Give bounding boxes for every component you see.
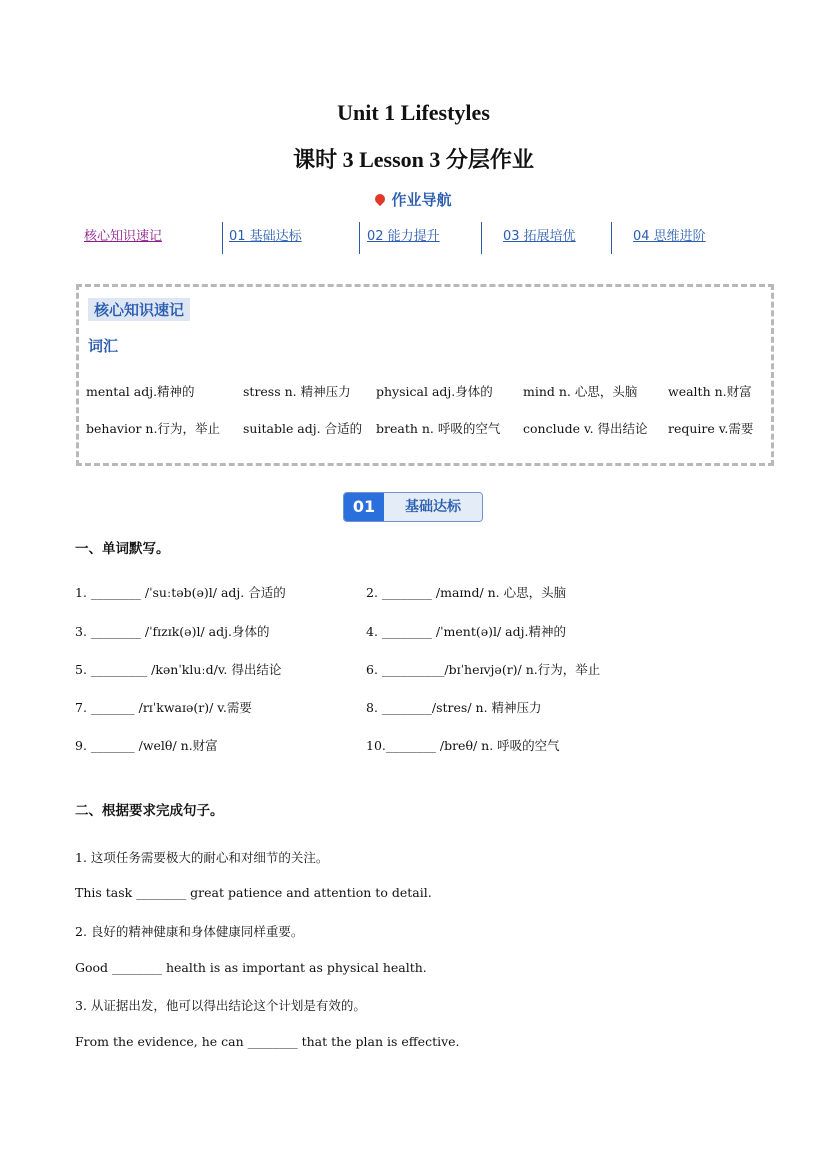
sentence-answer: This task ________ great patience and attention to detail. [75, 885, 432, 900]
nav-heading [0, 189, 827, 210]
dictation-item: 5. _________ /kənˈkluːd/v. 得出结论 [75, 662, 282, 677]
nav-link-01[interactable]: 01 基础达标 [229, 229, 302, 244]
part2-title: 二、根据要求完成句子。 [75, 803, 224, 819]
nav-bar [72, 222, 752, 254]
vocab-item: wealth n.财富 [668, 384, 752, 399]
nav-link-03[interactable]: 03 拓展培优 [503, 229, 576, 244]
badge-label: 基础达标 [384, 493, 482, 521]
vocab-item: breath n. 呼吸的空气 [376, 421, 501, 436]
vocab-item: behavior n.行为，举止 [86, 421, 220, 436]
core-knowledge-heading: 核心知识速记 [88, 298, 190, 321]
nav-link-core[interactable]: 核心知识速记 [84, 229, 163, 244]
nav-heading-label: 作业导航 [391, 191, 452, 209]
vocab-item: stress n. 精神压力 [243, 384, 351, 399]
vocab-item: mental adj.精神的 [86, 384, 195, 399]
sentence-prompt: 3. 从证据出发，他可以得出结论这个计划是有效的。 [75, 998, 366, 1013]
dictation-item: 9. _______ /welθ/ n.财富 [75, 738, 218, 753]
dictation-item: 10.________ /breθ/ n. 呼吸的空气 [366, 738, 560, 753]
dictation-item: 3. ________ /ˈfɪzɪk(ə)l/ adj.身体的 [75, 624, 270, 639]
location-pin-icon [373, 191, 387, 205]
dictation-item: 1. ________ /ˈsuːtəb(ə)l/ adj. 合适的 [75, 585, 286, 600]
vocab-item: require v.需要 [668, 421, 754, 436]
vocab-item: suitable adj. 合适的 [243, 421, 363, 436]
nav-link-02[interactable]: 02 能力提升 [367, 229, 440, 244]
section-badge [343, 492, 483, 522]
nav-divider [359, 222, 360, 254]
dictation-item: 6. __________/bɪˈheɪvjə(r)/ n.行为，举止 [366, 662, 601, 677]
nav-divider [481, 222, 482, 254]
vocabulary-heading: 词汇 [88, 337, 119, 355]
vocab-item: mind n. 心思，头脑 [523, 384, 638, 399]
document-title: Unit 1 Lifestyles [337, 100, 490, 125]
dictation-item: 4. ________ /ˈment(ə)l/ adj.精神的 [366, 624, 566, 639]
nav-divider [611, 222, 612, 254]
dictation-item: 8. ________/stres/ n. 精神压力 [366, 700, 542, 715]
badge-number: 01 [344, 493, 384, 521]
vocab-item: conclude v. 得出结论 [523, 421, 648, 436]
nav-divider [222, 222, 223, 254]
document-subtitle: 课时 3 Lesson 3 分层作业 [293, 147, 534, 172]
sentence-answer: From the evidence, he can ________ that the plan is effective. [75, 1034, 460, 1049]
sentence-prompt: 1. 这项任务需要极大的耐心和对细节的关注。 [75, 850, 329, 865]
dictation-item: 7. _______ /rɪˈkwaɪə(r)/ v.需要 [75, 700, 252, 715]
dictation-item: 2. ________ /maɪnd/ n. 心思，头脑 [366, 585, 567, 600]
vocab-item: physical adj.身体的 [376, 384, 493, 399]
nav-link-04[interactable]: 04 思维进阶 [633, 229, 706, 244]
sentence-answer: Good ________ health is as important as physical health. [75, 960, 427, 975]
sentence-prompt: 2. 良好的精神健康和身体健康同样重要。 [75, 924, 304, 939]
part1-title: 一、单词默写。 [75, 541, 170, 557]
